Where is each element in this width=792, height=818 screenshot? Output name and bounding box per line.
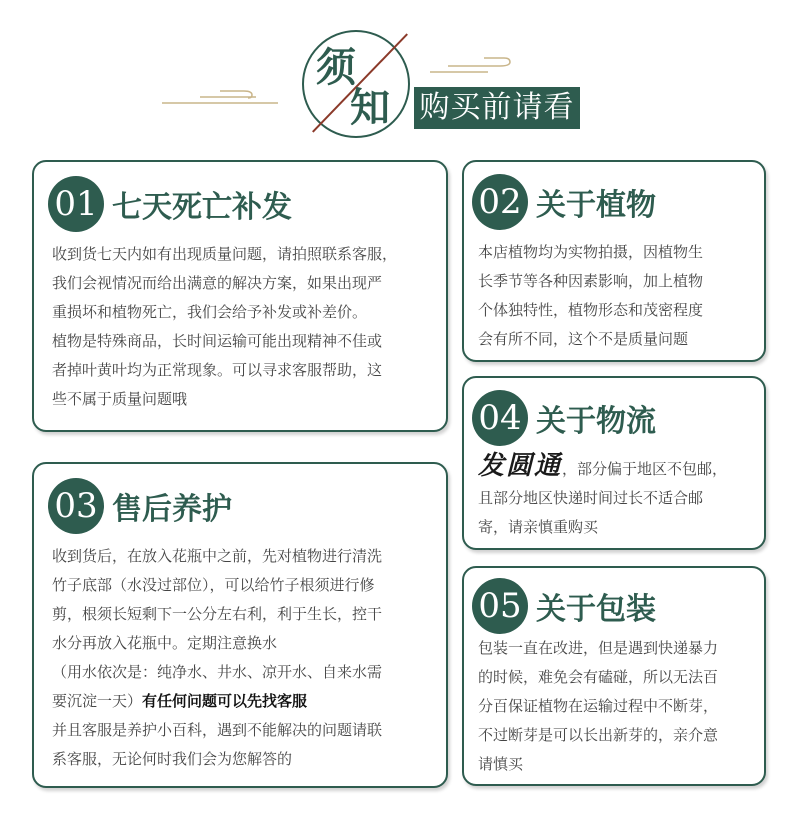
body-line: 者掉叶黄叶均为正常现象。可以寻求客服帮助，这 <box>52 361 383 379</box>
body-line: 包装一直在改进，但是遇到快递暴力 <box>478 639 719 657</box>
body-line: 系客服，无论何时我们会为您解答的 <box>52 750 293 768</box>
card-title: 售后养护 <box>112 492 232 527</box>
body-line: （用水依次是：纯净水、井水、凉开水、自来水需 <box>52 663 383 681</box>
header-char-2: 知 <box>350 85 390 131</box>
body-line: 请慎买 <box>478 755 524 773</box>
body-line: 竹子底部（水没过部位），可以给竹子根须进行修 <box>52 576 375 594</box>
card-body <box>52 542 442 774</box>
body-text: ，部分偏于地区不包邮， <box>562 460 728 478</box>
body-line: 收到货后，在放入花瓶中之前，先对植物进行清洗 <box>52 547 383 565</box>
body-line: 我们会视情况而给出满意的解决方案，如果出现严 <box>52 274 383 292</box>
card-after-sales-care <box>32 462 448 788</box>
card-number-badge: 03 <box>48 478 104 534</box>
body-line: 收到货七天内如有出现质量问题，请拍照联系客服， <box>52 245 398 263</box>
header-char-1: 须 <box>316 45 356 91</box>
body-line: 并且客服是养护小百科，遇到不能解决的问题请联 <box>52 721 383 739</box>
card-body <box>478 634 762 779</box>
card-body <box>478 452 762 542</box>
card-about-packaging <box>462 566 766 786</box>
body-line: 植物是特殊商品，长时间运输可能出现精神不佳或 <box>52 332 383 350</box>
body-line: 分百保证植物在运输过程中不断芽， <box>478 697 719 715</box>
body-line: 水分再放入花瓶中。定期注意换水 <box>52 634 278 652</box>
body-line: 剪，根须长短剩下一公分左右利，利于生长，控干 <box>52 605 383 623</box>
body-line <box>478 452 762 484</box>
card-number-badge: 01 <box>48 176 104 232</box>
body-line: 不过断芽是可以长出新芽的，亲介意 <box>478 726 719 744</box>
card-title: 关于物流 <box>536 404 656 439</box>
body-line: 的时候，难免会有磕碰，所以无法百 <box>478 668 719 686</box>
body-line <box>52 687 442 716</box>
card-seven-day-replacement <box>32 160 448 432</box>
body-line: 且部分地区快递时间过长不适合邮 <box>478 489 704 507</box>
header <box>0 0 792 150</box>
body-line: 会有所不同，这个不是质量问题 <box>478 330 689 348</box>
cloud-right-icon <box>428 56 528 76</box>
card-body <box>478 238 758 354</box>
express-company: 发圆通 <box>478 451 563 481</box>
body-line: 个体独特性，植物形态和茂密程度 <box>478 301 704 319</box>
body-text: 要沉淀一天） <box>52 692 143 710</box>
body-line: 长季节等各种因素影响，加上植物 <box>478 272 704 290</box>
card-title: 关于包装 <box>536 592 656 627</box>
body-line: 些不属于质量问题哦 <box>52 390 188 408</box>
card-about-plants <box>462 160 766 362</box>
card-title: 七天死亡补发 <box>112 190 292 225</box>
body-line: 本店植物均为实物拍摄，因植物生 <box>478 243 704 261</box>
card-about-logistics <box>462 376 766 550</box>
card-title: 关于植物 <box>536 188 656 223</box>
body-line: 寄，请亲慎重购买 <box>478 518 599 536</box>
card-number-badge: 02 <box>472 174 528 230</box>
cloud-left-icon <box>160 84 280 106</box>
card-body <box>52 240 442 414</box>
contact-service-highlight: 有任何问题可以先找客服 <box>142 692 308 710</box>
body-line: 重损坏和植物死亡，我们会给予补发或补差价。 <box>52 303 368 321</box>
card-number-badge: 05 <box>472 578 528 634</box>
card-number-badge: 04 <box>472 390 528 446</box>
page-title: 购买前请看 <box>414 87 580 129</box>
